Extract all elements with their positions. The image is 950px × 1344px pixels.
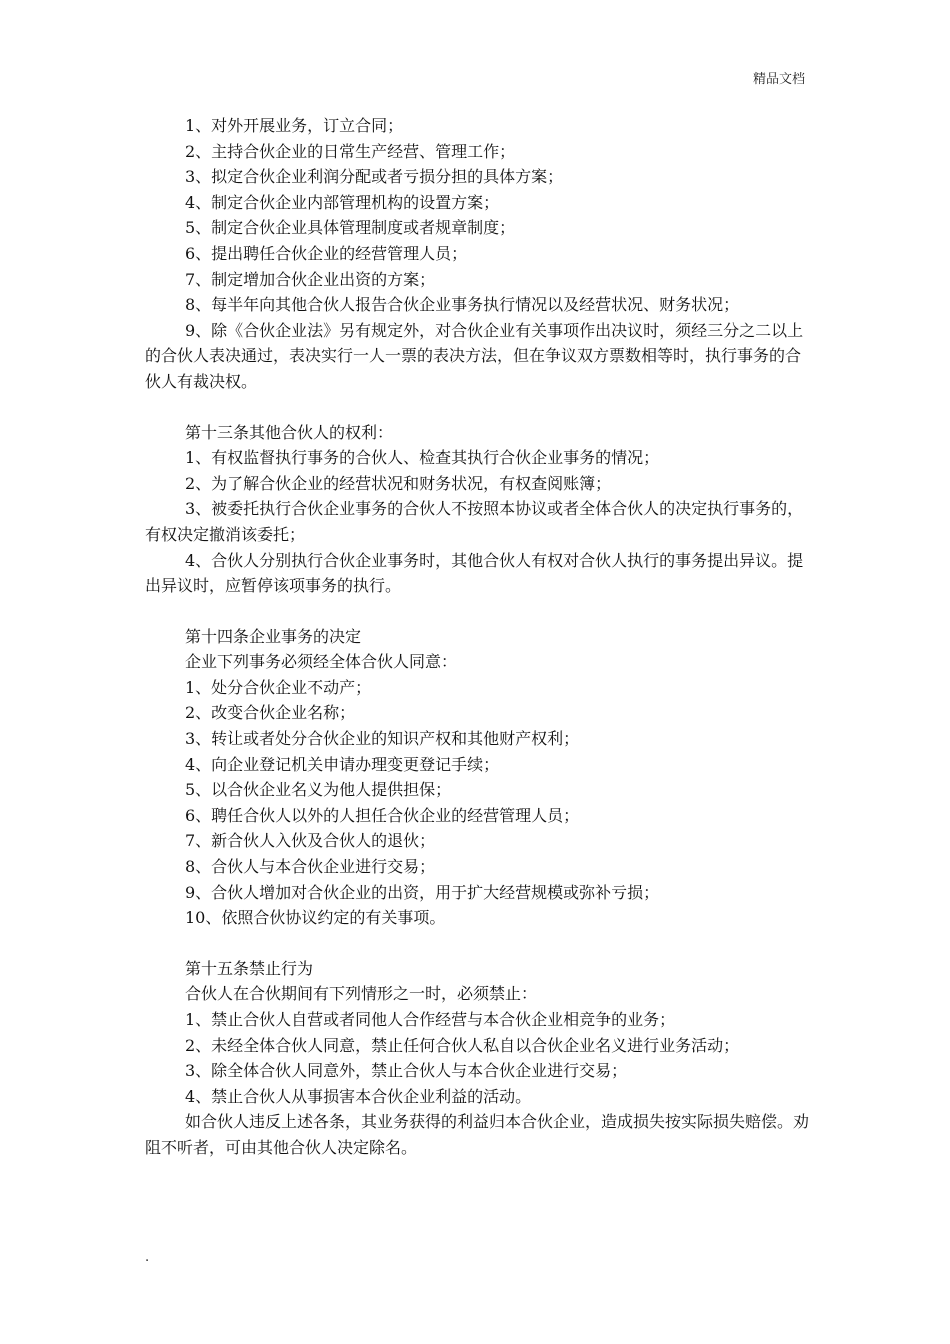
section-15-intro: 合伙人在合伙期间有下列情形之一时，必须禁止：: [185, 984, 538, 1004]
list-item: 1、对外开展业务，订立合同；: [185, 116, 404, 135]
list-item: 8、每半年向其他合伙人报告合伙企业事务执行情况以及经营状况、财务状况；: [185, 295, 740, 315]
list-item: 3、拟定合伙企业利润分配或者亏损分担的具体方案；: [185, 167, 564, 187]
document-body: [145, 113, 809, 1161]
list-item: 9、除《合伙企业法》另有规定外，对合伙企业有关事项作出决议时，须经三分之二以上的合伙人表决通过，表决实行一人一票的表决方法，但在争议双方票数相等时，执行事务的合伙人有裁决权。: [145, 320, 804, 391]
list-item: 2、为了解合伙企业的经营状况和财务状况，有权查阅账簿；: [185, 473, 612, 493]
list-item: 4、合伙人分别执行合伙企业事务时，其他合伙人有权对合伙人执行的事务提出异议。提出异议时，应暂停该项事务的执行。: [145, 550, 804, 596]
list-item: 2、主持合伙企业的日常生产经营、管理工作；: [185, 141, 516, 161]
list-item: 1、处分合伙企业不动产；: [185, 677, 372, 697]
list-item: 6、聘任合伙人以外的人担任合伙企业的经营管理人员；: [185, 805, 580, 825]
list-item: 3、除全体合伙人同意外，禁止合伙人与本合伙企业进行交易；: [185, 1061, 628, 1081]
paragraph-gap: [145, 395, 809, 420]
list-item: 10、依照合伙协议约定的有关事项。: [185, 908, 446, 928]
paragraph-gap: [145, 931, 809, 956]
list-item: 5、制定合伙企业具体管理制度或者规章制度；: [185, 218, 516, 238]
section-14-title: 第十四条企业事务的决定: [185, 626, 362, 646]
list-item: 9、合伙人增加对合伙企业的出资，用于扩大经营规模或弥补亏损；: [185, 882, 660, 902]
list-item: 4、禁止合伙人从事损害本合伙企业利益的活动。: [185, 1086, 532, 1106]
section-15-closing: 如合伙人违反上述各条，其业务获得的利益归本合伙企业，造成损失按实际损失赔偿。劝阻不听者，可由其他合伙人决定除名。: [145, 1112, 810, 1157]
list-item: 1、有权监督执行事务的合伙人、检查其执行合伙企业事务的情况；: [185, 448, 660, 468]
list-item: 7、新合伙人入伙及合伙人的退伙；: [185, 831, 436, 851]
paragraph-gap: [145, 599, 809, 624]
list-item: 7、制定增加合伙企业出资的方案；: [185, 269, 436, 289]
list-item: 8、合伙人与本合伙企业进行交易；: [185, 857, 436, 877]
list-item: 3、转让或者处分合伙企业的知识产权和其他财产权利；: [185, 729, 580, 749]
list-item: 4、制定合伙企业内部管理机构的设置方案；: [185, 192, 500, 212]
section-13-title: 第十三条其他合伙人的权利：: [185, 422, 394, 442]
section-15-title: 第十五条禁止行为: [185, 958, 314, 978]
list-item: 1、禁止合伙人自营或者同他人合作经营与本合伙企业相竞争的业务；: [185, 1010, 676, 1029]
list-item: 3、被委托执行合伙企业事务的合伙人不按照本协议或者全体合伙人的决定执行事务的，有权决定撤消该委托；: [145, 499, 804, 544]
list-item: 6、提出聘任合伙企业的经营管理人员；: [185, 243, 468, 263]
list-item: 2、未经全体合伙人同意，禁止任何合伙人私自以合伙企业名义进行业务活动；: [185, 1035, 740, 1055]
section-14-intro: 企业下列事务必须经全体合伙人同意：: [185, 652, 458, 672]
page-footer-mark: .: [145, 1250, 150, 1265]
list-item: 4、向企业登记机关申请办理变更登记手续；: [185, 754, 500, 774]
list-item: 2、改变合伙企业名称；: [185, 703, 356, 723]
list-item: 5、以合伙企业名义为他人提供担保；: [185, 780, 452, 800]
page-header-label: 精品文档: [752, 72, 805, 87]
